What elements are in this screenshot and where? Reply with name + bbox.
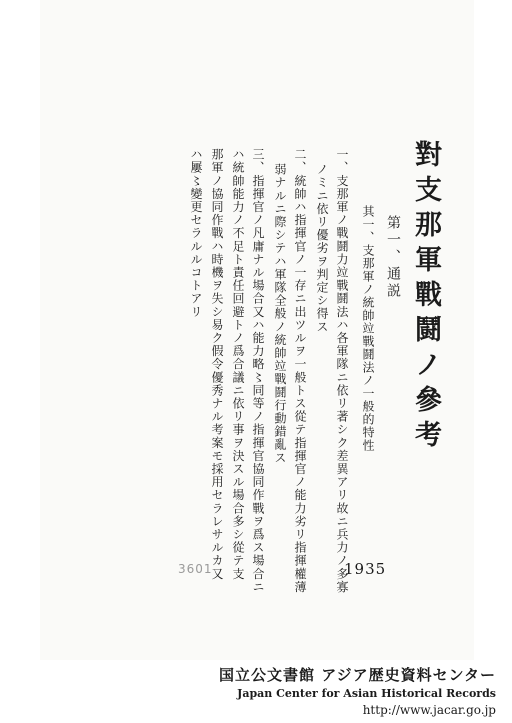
page-number: 1935 bbox=[344, 560, 387, 578]
body-column-8: ハ屢〻變更セラルルコトアリ bbox=[189, 148, 203, 319]
body-column-1: 一、支那軍ノ戰鬪力竝戰鬪法ハ各軍隊ニ依リ著シク差異アリ故ニ兵力ノ多寡 bbox=[335, 148, 349, 594]
archive-footer bbox=[219, 664, 496, 717]
body-column-7: 那軍ノ協同作戰ハ時機ヲ失シ易ク假令優秀ナル考案モ採用セラレサルカ又 bbox=[210, 148, 224, 581]
body-column-5: 三、指揮官ノ凡庸ナル場合又ハ能力略〻同等ノ指揮官協同作戰ヲ爲ス場合ニ bbox=[251, 148, 265, 594]
subsection-heading: 其一、支那軍ノ統帥竝戰鬪法ノ一般的特性 bbox=[361, 205, 375, 452]
footer-org-english: Japan Center for Asian Historical Records bbox=[237, 687, 496, 700]
document-page bbox=[40, 0, 474, 660]
document-title: 對支那軍戰鬪ノ參考 bbox=[410, 140, 441, 455]
body-column-3: 二、統帥ハ指揮官ノ一存ニ出ツルヲ一般トス從テ指揮官ノ能力劣リ指揮權薄 bbox=[293, 148, 307, 594]
archive-stamp: 3601 bbox=[178, 562, 213, 576]
footer-org-japanese: 国立公文書館 アジア歴史資料センター bbox=[218, 666, 496, 684]
footer-url[interactable]: http://www.jacar.go.jp bbox=[362, 703, 496, 717]
body-column-4: 弱ナルニ際シテハ軍隊全般ノ統帥竝戰鬪行動錯亂ス bbox=[273, 163, 287, 465]
body-column-6: ハ統帥能力ノ不足ト責任回避トノ爲合議ニ依リ事ヲ決スル場合多シ從テ支 bbox=[231, 148, 245, 581]
body-column-2: ノミニ依リ優劣ヲ判定シ得ス bbox=[315, 163, 329, 334]
section-heading: 第一、通説 bbox=[385, 215, 401, 300]
